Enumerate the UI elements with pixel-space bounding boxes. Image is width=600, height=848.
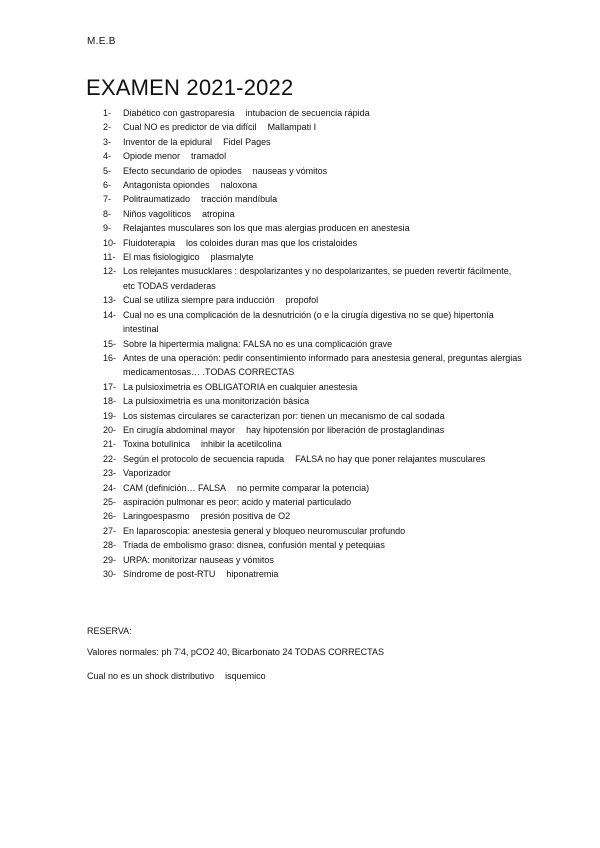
question-text — [123, 120, 523, 134]
question-text — [123, 236, 523, 250]
question-prompt: En cirugía abdominal mayor — [123, 424, 236, 435]
question-text — [123, 192, 523, 206]
question-prompt: Cual se utiliza siempre para inducción — [123, 295, 275, 306]
question-number: 23- — [103, 468, 117, 479]
question-prompt: Cual NO es predictor de via difícil — [123, 122, 257, 133]
question-number: 26- — [103, 511, 117, 522]
question-number: 11- — [103, 252, 116, 263]
question-item — [103, 553, 523, 567]
question-number: 10- — [103, 237, 117, 248]
reserva-answer: isquemico — [225, 671, 266, 681]
question-number: 20- — [103, 424, 117, 435]
question-text — [123, 452, 523, 466]
question-item — [103, 394, 523, 408]
question-prompt: En laparoscopia: anestesia general y bloqueo neuromuscular profundo — [123, 525, 406, 536]
question-number: 17- — [103, 381, 117, 392]
question-number: 15- — [103, 338, 117, 349]
question-prompt: Niños vagolíticos — [123, 208, 192, 219]
question-answer: los coloides duran mas que los cristaloides — [186, 237, 358, 248]
question-answer: propofol — [285, 295, 319, 306]
question-number: 29- — [103, 554, 117, 565]
question-number: 13- — [103, 295, 117, 306]
question-item — [103, 452, 523, 466]
question-prompt: Diabético con gastroparesia — [123, 108, 235, 118]
question-prompt: Los relejantes musucklares : despolarizantes y no despolarizantes, se pueden revertir fácilmente, etc TODAS verdaderas — [123, 266, 512, 291]
question-item — [103, 437, 523, 451]
question-number: 27- — [103, 525, 117, 536]
question-prompt: Politraumatizado — [123, 194, 191, 205]
question-item — [103, 192, 523, 206]
question-item — [103, 380, 523, 394]
question-prompt: El mas fisiologigico — [123, 252, 200, 263]
question-text — [123, 178, 523, 192]
question-item — [103, 337, 523, 351]
question-prompt: Triada de embolismo graso: disnea, confusión mental y petequias — [123, 540, 385, 551]
question-item — [103, 250, 523, 264]
question-number: 1- — [103, 108, 112, 118]
question-number: 14- — [103, 309, 117, 320]
question-answer: tramadol — [191, 151, 227, 162]
question-number: 30- — [103, 569, 117, 579]
question-number: 2- — [103, 122, 112, 133]
question-answer: no permite comparar la potencia) — [237, 482, 370, 493]
question-answer: hiponatremia — [226, 569, 279, 579]
question-text — [123, 481, 523, 495]
question-prompt: Según el protocolo de secuencia rapuda — [123, 453, 285, 464]
question-prompt: Fluidoterapia — [123, 237, 176, 248]
question-item — [103, 409, 523, 423]
question-number: 12- — [103, 266, 117, 277]
page-title: EXAMEN 2021-2022 — [86, 75, 294, 100]
question-prompt: Los sistemas circulares se caracterizan por: tienen un mecanismo de cal sodada — [123, 410, 445, 421]
reserva-item — [87, 671, 266, 681]
question-prompt: aspiración pulmonar es peor: acido y material particulado — [123, 496, 352, 507]
question-item — [103, 149, 523, 163]
question-item — [103, 178, 523, 192]
question-answer: tracción mandíbula — [201, 194, 278, 205]
question-text — [123, 553, 523, 567]
question-prompt: La pulsioximetria es una monitorización básica — [123, 396, 310, 407]
question-number: 6- — [103, 180, 112, 191]
question-item — [103, 351, 523, 380]
question-prompt: Opiode menor — [123, 151, 181, 162]
question-prompt: Antagonista opiondes — [123, 180, 210, 191]
question-text — [123, 221, 523, 235]
question-item — [103, 264, 523, 293]
question-number: 25- — [103, 496, 117, 507]
question-item — [103, 293, 523, 307]
question-prompt: Efecto secundario de opiodes — [123, 165, 242, 176]
question-prompt: Toxina botulínica — [123, 439, 191, 450]
question-prompt: Sobre la hipertermia maligna: FALSA no es una complicación grave — [123, 338, 393, 349]
question-list — [103, 106, 523, 581]
question-item — [103, 509, 523, 523]
question-item — [103, 524, 523, 538]
question-text — [123, 437, 523, 451]
reserva-item — [87, 647, 395, 657]
question-text — [123, 567, 523, 581]
question-number: 21- — [103, 439, 117, 450]
question-text — [123, 250, 523, 264]
question-prompt: Cual no es una complicación de la desnutrición (o e la cirugía digestiva no se que) hipertonía intestinal — [123, 309, 494, 335]
reserva-question: Valores normales: ph 7’4, pCO2 40, Bicarbonato 24 TODAS CORRECTAS — [87, 647, 384, 657]
question-number: 28- — [103, 540, 117, 551]
question-prompt: Síndrome de post-RTU — [123, 569, 216, 579]
question-text — [123, 164, 523, 178]
question-answer: nauseas y vómitos — [252, 165, 328, 176]
question-number: 4- — [103, 151, 112, 162]
question-text — [123, 394, 523, 408]
question-item — [103, 135, 523, 149]
question-item — [103, 538, 523, 552]
question-text — [123, 135, 523, 149]
question-prompt: Relajantes musculares son los que mas alergias producen en anestesia — [123, 223, 410, 234]
question-answer: plasmalyte — [210, 252, 254, 263]
question-text — [123, 207, 523, 221]
question-answer: FALSA no hay que poner relajantes musculares — [295, 453, 486, 464]
question-number: 9- — [103, 223, 112, 234]
question-prompt: Antes de una operación: pedir consentimiento informado para anestesia general, preguntas alergias medicamentosas… .TODAS CORRECTAS — [123, 352, 522, 378]
question-item — [103, 466, 523, 480]
question-answer: Fidel Pages — [223, 136, 271, 147]
question-prompt: URPA: monitorizar nauseas y vómitos — [123, 554, 274, 565]
question-text — [123, 293, 523, 307]
reserva-question: Cual no es un shock distributivo — [87, 671, 215, 681]
question-prompt: La pulsioximetria es OBLIGATORIA en cualquier anestesia — [123, 381, 358, 392]
question-number: 24- — [103, 482, 117, 493]
question-text — [123, 149, 523, 163]
question-number: 18- — [103, 396, 117, 407]
question-answer: inhibir la acetilcolina — [201, 439, 282, 450]
question-item — [103, 567, 523, 581]
question-item — [103, 308, 523, 337]
question-item — [103, 495, 523, 509]
question-number: 22- — [103, 453, 117, 464]
question-item — [103, 236, 523, 250]
question-prompt: Laringoespasmo — [123, 511, 190, 522]
question-text — [123, 423, 523, 437]
question-number: 3- — [103, 136, 112, 147]
question-item — [103, 106, 523, 120]
question-number: 5- — [103, 165, 112, 176]
question-answer: hay hipotensión por liberación de prostaglandinas — [246, 424, 445, 435]
question-number: 16- — [103, 352, 117, 363]
question-prompt: CAM (definición… FALSA — [123, 482, 227, 493]
question-answer: naloxona — [220, 180, 258, 191]
question-item — [103, 164, 523, 178]
question-item — [103, 481, 523, 495]
question-text — [123, 106, 523, 120]
question-answer: atropina — [202, 208, 235, 219]
question-item — [103, 221, 523, 235]
question-text — [123, 538, 523, 552]
reserva-heading: RESERVA: — [87, 626, 132, 636]
question-text — [123, 380, 523, 394]
question-answer: intubacion de secuencia rápida — [245, 108, 370, 118]
question-prompt: Inventor de la epidural — [123, 136, 213, 147]
question-number: 19- — [103, 410, 117, 421]
question-text — [123, 337, 523, 351]
question-item — [103, 120, 523, 134]
question-number: 8- — [103, 208, 112, 219]
question-text — [123, 509, 523, 523]
question-prompt: Vaporizador — [123, 468, 171, 479]
question-item — [103, 423, 523, 437]
question-text — [123, 351, 523, 380]
question-number: 7- — [103, 194, 112, 205]
question-answer: Mallampati I — [267, 122, 317, 133]
question-text — [123, 495, 523, 509]
question-text — [123, 466, 523, 480]
question-text — [123, 264, 523, 293]
question-text — [123, 409, 523, 423]
author-initials: M.E.B — [87, 36, 116, 47]
question-text — [123, 524, 523, 538]
question-text — [123, 308, 523, 337]
question-answer: presión positiva de O2 — [200, 511, 291, 522]
question-item — [103, 207, 523, 221]
